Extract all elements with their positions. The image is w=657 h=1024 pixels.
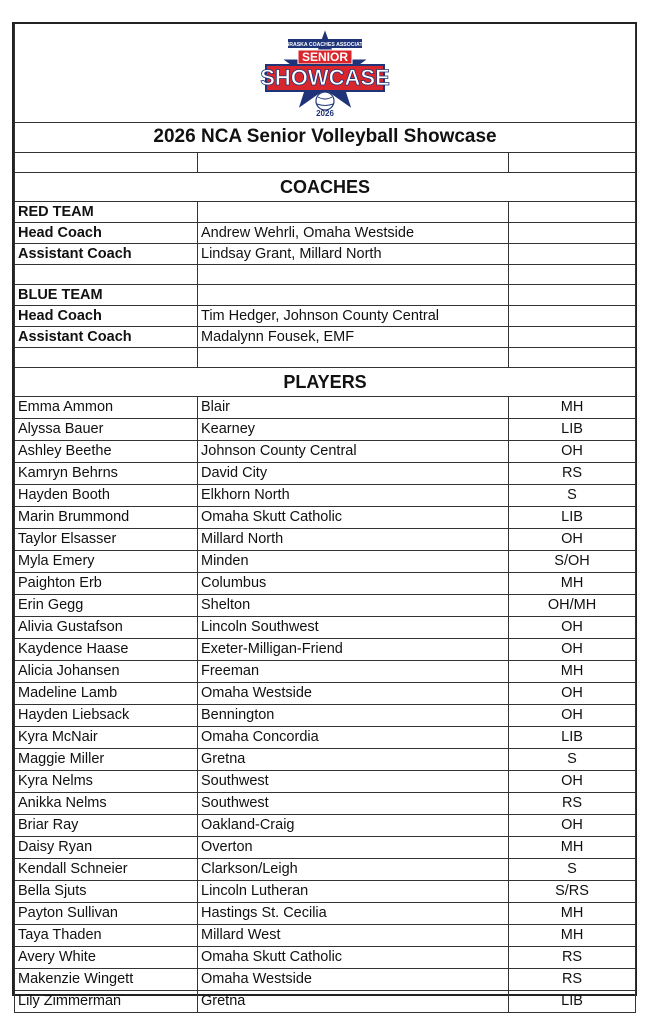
blue-head-coach-row xyxy=(15,305,636,326)
red-assistant-label: Assistant Coach xyxy=(15,243,198,264)
player-position: OH xyxy=(509,616,636,638)
player-school: Shelton xyxy=(198,594,509,616)
player-position: OH xyxy=(509,682,636,704)
player-name: Lily Zimmerman xyxy=(15,990,198,1012)
players-header: PLAYERS xyxy=(15,367,636,396)
player-name: Payton Sullivan xyxy=(15,902,198,924)
logo-senior-text: SENIOR xyxy=(302,49,349,64)
table-row xyxy=(15,396,636,418)
blue-team-row xyxy=(15,284,636,305)
player-name: Kendall Schneier xyxy=(15,858,198,880)
player-position: MH xyxy=(509,660,636,682)
player-name: Alivia Gustafson xyxy=(15,616,198,638)
player-school: Lincoln Southwest xyxy=(198,616,509,638)
table-row xyxy=(15,836,636,858)
logo-row xyxy=(15,24,636,122)
player-school: David City xyxy=(198,462,509,484)
players-list xyxy=(15,396,636,1012)
player-name: Taya Thaden xyxy=(15,924,198,946)
player-name: Kaydence Haase xyxy=(15,638,198,660)
player-position: S xyxy=(509,858,636,880)
player-position: S xyxy=(509,748,636,770)
red-assistant-row xyxy=(15,243,636,264)
table-row xyxy=(15,946,636,968)
player-position: RS xyxy=(509,792,636,814)
player-position: MH xyxy=(509,396,636,418)
table-row xyxy=(15,770,636,792)
table-row xyxy=(15,748,636,770)
red-team-row xyxy=(15,201,636,222)
player-school: Bennington xyxy=(198,704,509,726)
player-name: Maggie Miller xyxy=(15,748,198,770)
coaches-header-row xyxy=(15,172,636,201)
table-row xyxy=(15,902,636,924)
table-row xyxy=(15,506,636,528)
player-position: MH xyxy=(509,902,636,924)
player-school: Johnson County Central xyxy=(198,440,509,462)
player-position: RS xyxy=(509,946,636,968)
blue-head-coach-label: Head Coach xyxy=(15,305,198,326)
player-name: Paighton Erb xyxy=(15,572,198,594)
table-row xyxy=(15,968,636,990)
blue-assistant-coach: Madalynn Fousek, EMF xyxy=(198,326,509,347)
player-school: Lincoln Lutheran xyxy=(198,880,509,902)
player-school: Omaha Skutt Catholic xyxy=(198,946,509,968)
player-school: Southwest xyxy=(198,792,509,814)
table-row xyxy=(15,616,636,638)
player-name: Hayden Liebsack xyxy=(15,704,198,726)
player-name: Kyra McNair xyxy=(15,726,198,748)
player-position: OH xyxy=(509,814,636,836)
player-position: S/OH xyxy=(509,550,636,572)
player-school: Exeter-Milligan-Friend xyxy=(198,638,509,660)
player-school: Millard West xyxy=(198,924,509,946)
player-position: OH xyxy=(509,770,636,792)
coaches-header: COACHES xyxy=(15,172,636,201)
table-row xyxy=(15,726,636,748)
player-position: S xyxy=(509,484,636,506)
red-head-coach-row xyxy=(15,222,636,243)
player-school: Gretna xyxy=(198,748,509,770)
blue-head-coach: Tim Hedger, Johnson County Central xyxy=(198,305,509,326)
logo-year-text: 2026 xyxy=(316,108,334,118)
table-row xyxy=(15,418,636,440)
senior-showcase-logo xyxy=(260,27,390,119)
player-position: MH xyxy=(509,572,636,594)
table-row xyxy=(15,550,636,572)
player-school: Clarkson/Leigh xyxy=(198,858,509,880)
player-school: Omaha Westside xyxy=(198,682,509,704)
red-head-coach-label: Head Coach xyxy=(15,222,198,243)
player-position: OH/MH xyxy=(509,594,636,616)
table-row xyxy=(15,814,636,836)
player-name: Marin Brummond xyxy=(15,506,198,528)
player-position: MH xyxy=(509,836,636,858)
player-name: Avery White xyxy=(15,946,198,968)
logo-cell xyxy=(15,24,636,122)
table-row xyxy=(15,528,636,550)
table-row xyxy=(15,792,636,814)
player-name: Hayden Booth xyxy=(15,484,198,506)
table-row xyxy=(15,462,636,484)
player-position: OH xyxy=(509,440,636,462)
blue-team-label: BLUE TEAM xyxy=(15,284,198,305)
player-name: Alyssa Bauer xyxy=(15,418,198,440)
page-title: 2026 NCA Senior Volleyball Showcase xyxy=(15,122,636,152)
table-row xyxy=(15,858,636,880)
red-head-coach: Andrew Wehrli, Omaha Westside xyxy=(198,222,509,243)
player-position: LIB xyxy=(509,506,636,528)
table-row xyxy=(15,880,636,902)
blank-row xyxy=(15,264,636,284)
player-position: OH xyxy=(509,528,636,550)
player-school: Southwest xyxy=(198,770,509,792)
player-school: Columbus xyxy=(198,572,509,594)
roster-table xyxy=(14,24,636,1013)
volleyball-icon xyxy=(316,92,334,110)
red-assistant-coach: Lindsay Grant, Millard North xyxy=(198,243,509,264)
player-name: Briar Ray xyxy=(15,814,198,836)
player-name: Alicia Johansen xyxy=(15,660,198,682)
player-position: OH xyxy=(509,704,636,726)
player-name: Madeline Lamb xyxy=(15,682,198,704)
player-school: Millard North xyxy=(198,528,509,550)
player-name: Anikka Nelms xyxy=(15,792,198,814)
roster-sheet xyxy=(12,22,637,1009)
player-position: LIB xyxy=(509,726,636,748)
table-row xyxy=(15,638,636,660)
table-row xyxy=(15,594,636,616)
player-position: LIB xyxy=(509,418,636,440)
blank-row xyxy=(15,347,636,367)
player-school: Kearney xyxy=(198,418,509,440)
logo-top-text: NEBRASKA COACHES ASSOCIATION xyxy=(278,41,372,48)
logo-showcase-text: SHOWCASE xyxy=(260,64,390,90)
player-name: Daisy Ryan xyxy=(15,836,198,858)
player-position: OH xyxy=(509,638,636,660)
table-row xyxy=(15,682,636,704)
player-position: RS xyxy=(509,968,636,990)
player-school: Blair xyxy=(198,396,509,418)
players-header-row xyxy=(15,367,636,396)
table-row xyxy=(15,572,636,594)
player-name: Emma Ammon xyxy=(15,396,198,418)
player-school: Gretna xyxy=(198,990,509,1012)
player-position: LIB xyxy=(509,990,636,1012)
player-school: Freeman xyxy=(198,660,509,682)
table-row xyxy=(15,990,636,1012)
blank-row xyxy=(15,152,636,172)
player-position: RS xyxy=(509,462,636,484)
player-name: Taylor Elsasser xyxy=(15,528,198,550)
table-row xyxy=(15,704,636,726)
table-row xyxy=(15,924,636,946)
player-name: Myla Emery xyxy=(15,550,198,572)
player-name: Bella Sjuts xyxy=(15,880,198,902)
player-school: Overton xyxy=(198,836,509,858)
player-school: Oakland-Craig xyxy=(198,814,509,836)
player-school: Omaha Skutt Catholic xyxy=(198,506,509,528)
table-row xyxy=(15,660,636,682)
player-school: Omaha Westside xyxy=(198,968,509,990)
player-school: Hastings St. Cecilia xyxy=(198,902,509,924)
blue-assistant-label: Assistant Coach xyxy=(15,326,198,347)
title-row xyxy=(15,122,636,152)
table-row xyxy=(15,484,636,506)
player-school: Omaha Concordia xyxy=(198,726,509,748)
player-name: Makenzie Wingett xyxy=(15,968,198,990)
red-team-label: RED TEAM xyxy=(15,201,198,222)
player-school: Elkhorn North xyxy=(198,484,509,506)
player-name: Erin Gegg xyxy=(15,594,198,616)
player-position: MH xyxy=(509,924,636,946)
player-position: S/RS xyxy=(509,880,636,902)
player-school: Minden xyxy=(198,550,509,572)
table-row xyxy=(15,440,636,462)
blue-assistant-row xyxy=(15,326,636,347)
player-name: Ashley Beethe xyxy=(15,440,198,462)
player-name: Kyra Nelms xyxy=(15,770,198,792)
player-name: Kamryn Behrns xyxy=(15,462,198,484)
